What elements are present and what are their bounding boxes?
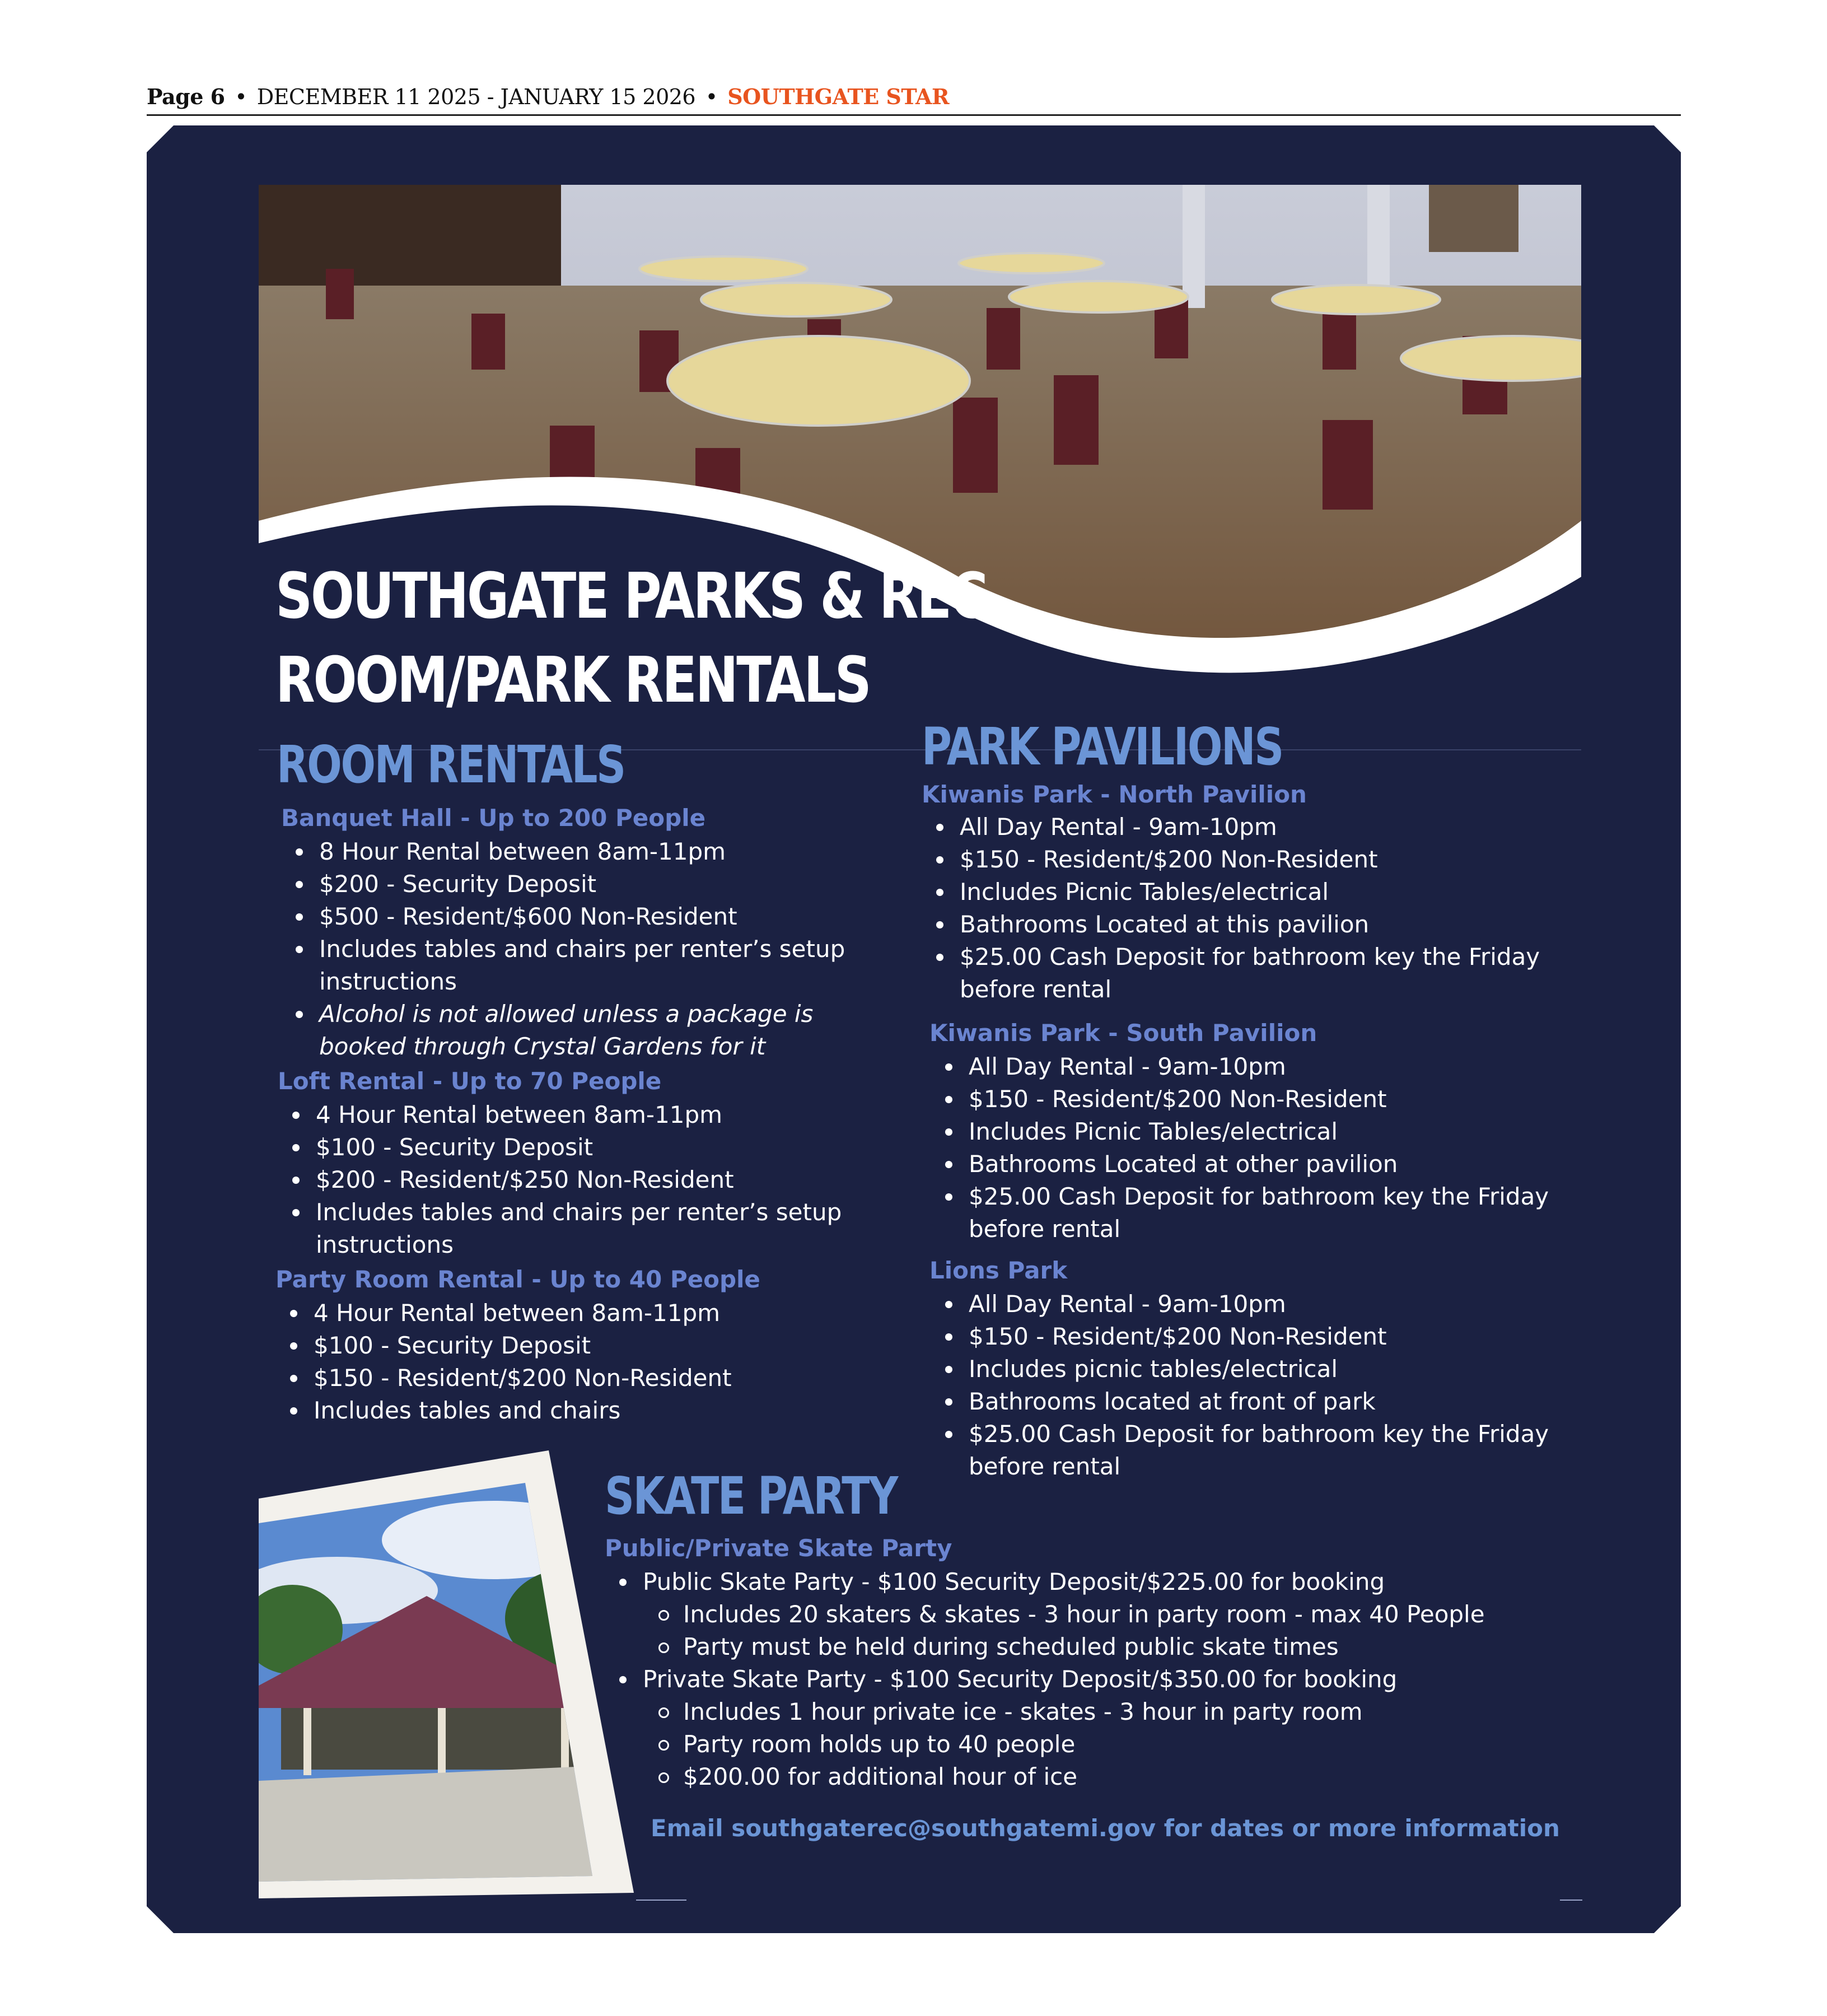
list-item: $150 - Resident/$200 Non-Resident [928,843,1589,876]
list-item: Alcohol is not allowed unless a package is [288,998,926,1030]
masthead-rule [147,114,1681,116]
masthead-bullet: • [235,85,247,109]
bottom-rule-right [1560,1900,1582,1901]
page-title [275,554,986,722]
list-item-continuation: before rental [969,1215,1121,1243]
contact-email-line: Email southgaterec@southgatemi.gov for dates or more information [651,1814,1560,1842]
list-subitem: Party room holds up to 40 people [611,1728,1586,1761]
list-item: Includes Picnic Tables/electrical [928,876,1589,908]
list-item-continuation: before rental [969,1453,1121,1480]
list-item-continuation: booked through Crystal Gardens for it [319,1033,766,1060]
list-item: $100 - Security Deposit [284,1131,923,1164]
party-room-heading: Party Room Rental - Up to 40 People [275,1266,760,1293]
list-item: $25.00 Cash Deposit for bathroom key the Friday [928,941,1589,973]
newspaper-name: SOUTHGATE STAR [727,84,950,109]
skate-party-list [611,1566,1586,1793]
bottom-rule-left [636,1900,686,1901]
park-pavilions-heading: PARK PAVILIONS [922,717,1283,777]
list-item: $150 - Resident/$200 Non-Resident [282,1362,920,1394]
list-item: All Day Rental - 9am-10pm [937,1051,1598,1083]
list-item-continuation: instructions [316,1231,454,1258]
room-rentals-heading: ROOM RENTALS [277,735,625,795]
list-item: All Day Rental - 9am-10pm [928,811,1589,843]
list-subitem: $200.00 for additional hour of ice [611,1761,1586,1793]
list-item: $25.00 Cash Deposit for bathroom key the Friday [937,1418,1598,1450]
party-room-list [282,1297,920,1427]
pavilion-photo [259,1450,639,1898]
list-item: 8 Hour Rental between 8am-11pm [288,836,926,868]
list-item-continuation: before rental [960,976,1112,1003]
issue-date: DECEMBER 11 2025 - JANUARY 15 2026 [256,85,696,109]
list-item: Includes Picnic Tables/electrical [937,1116,1598,1148]
kiwanis-south-heading: Kiwanis Park - South Pavilion [929,1019,1317,1047]
skate-party-subheading: Public/Private Skate Party [605,1534,952,1562]
list-item: Bathrooms located at front of park [937,1385,1598,1418]
list-item: $200 - Security Deposit [288,868,926,900]
title-line-2: ROOM/PARK RENTALS [275,644,870,717]
list-item: Bathrooms Located at this pavilion [928,908,1589,941]
list-item: Bathrooms Located at other pavilion [937,1148,1598,1180]
list-item: 4 Hour Rental between 8am-11pm [282,1297,920,1329]
list-item: Includes tables and chairs [282,1394,920,1427]
list-item: Includes tables and chairs per renter’s setup [288,933,926,965]
loft-rental-list [284,1099,923,1261]
list-subitem: Includes 20 skaters & skates - 3 hour in party room - max 40 People [611,1598,1586,1631]
skate-party-heading: SKATE PARTY [605,1466,898,1526]
loft-rental-heading: Loft Rental - Up to 70 People [278,1067,662,1095]
list-item: $100 - Security Deposit [282,1329,920,1362]
list-item: 4 Hour Rental between 8am-11pm [284,1099,923,1131]
masthead [147,84,1681,115]
banquet-hall-heading: Banquet Hall - Up to 200 People [281,804,706,832]
list-item: All Day Rental - 9am-10pm [937,1288,1598,1320]
banquet-hall-list [288,836,926,1063]
list-item: $150 - Resident/$200 Non-Resident [937,1083,1598,1116]
kiwanis-south-list [937,1051,1598,1245]
title-line-1: SOUTHGATE PARKS & REC [275,560,986,633]
page-number: Page 6 [147,84,225,109]
list-item: Private Skate Party - $100 Security Deposit/$350.00 for booking [611,1663,1586,1696]
list-subitem: Includes 1 hour private ice - skates - 3 hour in party room [611,1696,1586,1728]
masthead-bullet: • [705,85,718,109]
list-item-continuation: instructions [319,968,457,995]
list-item: $25.00 Cash Deposit for bathroom key the Friday [937,1180,1598,1213]
lions-park-list [937,1288,1598,1483]
list-item: Includes picnic tables/electrical [937,1353,1598,1385]
list-item: $150 - Resident/$200 Non-Resident [937,1320,1598,1353]
list-subitem: Party must be held during scheduled public skate times [611,1631,1586,1663]
list-item: $200 - Resident/$250 Non-Resident [284,1164,923,1196]
list-item: $500 - Resident/$600 Non-Resident [288,900,926,933]
kiwanis-north-heading: Kiwanis Park - North Pavilion [922,781,1307,808]
list-item: Public Skate Party - $100 Security Deposit/$225.00 for booking [611,1566,1586,1598]
kiwanis-north-list [928,811,1589,1006]
list-item: Includes tables and chairs per renter’s setup [284,1196,923,1229]
lions-park-heading: Lions Park [929,1257,1068,1284]
